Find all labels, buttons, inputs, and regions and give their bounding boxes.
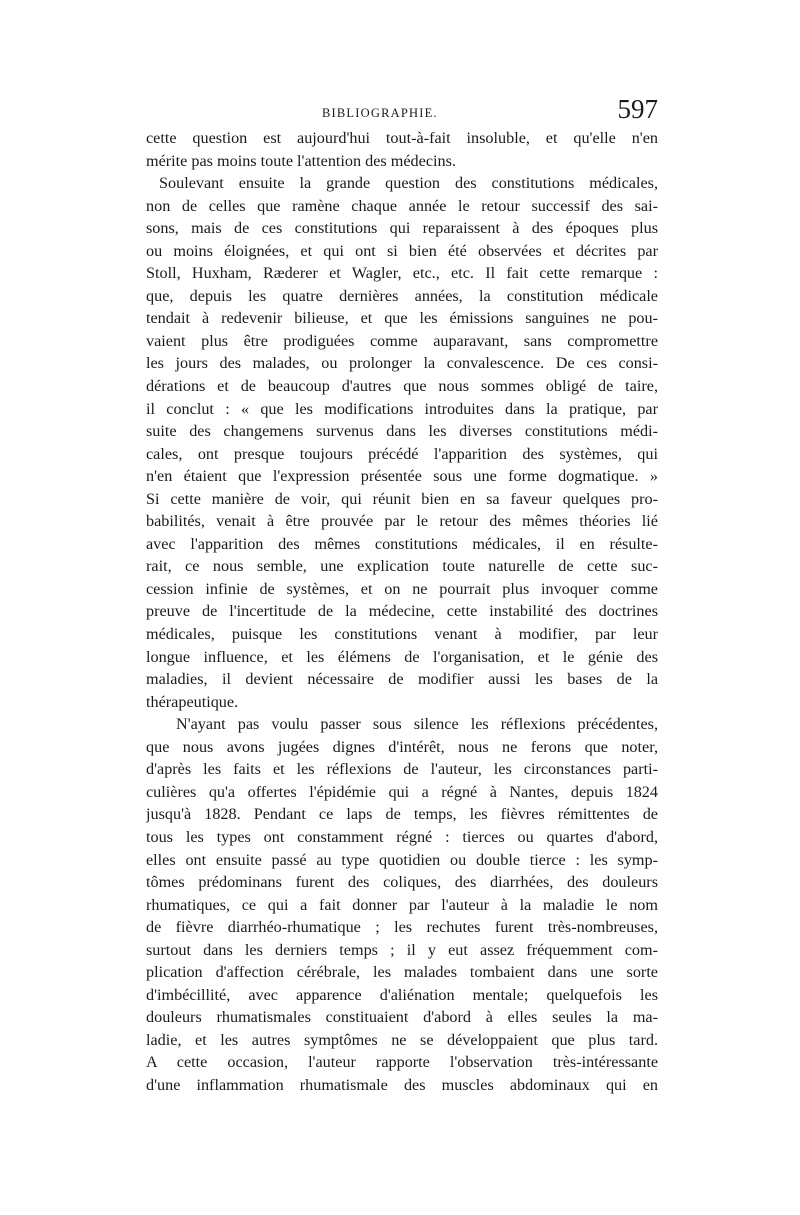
body-text xyxy=(146,127,658,1097)
text-line: A cette occasion, l'auteur rapporte l'observation très-intéressante xyxy=(146,1053,658,1072)
text-line: surtout dans les derniers temps ; il y eut assez fréquemment com- xyxy=(146,940,658,959)
text-line: douleurs rhumatismales constituaient d'abord à elles seules la ma- xyxy=(146,1008,658,1027)
text-line: cette question est aujourd'hui tout-à-fait insoluble, et qu'elle n'en xyxy=(146,129,658,147)
text-line: preuve de l'incertitude de la médecine, cette instabilité des doctrines xyxy=(146,602,658,621)
text-line: Soulevant ensuite la grande question des constitutions médicales, xyxy=(159,174,658,193)
text-line: que nous avons jugées dignes d'intérêt, nous ne ferons que noter, xyxy=(146,737,658,756)
text-line: avec l'apparition des mêmes constitutions médicales, il en résulte- xyxy=(146,534,658,553)
running-head xyxy=(146,94,666,128)
text-line: culières qu'a offertes l'épidémie qui a régné à Nantes, depuis 1824 xyxy=(146,782,658,801)
text-line: tous les types ont constamment régné : tierces ou quartes d'abord, xyxy=(146,827,658,846)
text-line: N'ayant pas voulu passer sous silence les réflexions précédentes, xyxy=(176,715,658,734)
text-line: d'après les faits et les réflexions de l'auteur, les circonstances parti- xyxy=(146,760,658,779)
text-line: cales, ont presque toujours précédé l'apparition des systèmes, qui xyxy=(146,444,658,463)
text-line: ou moins éloignées, et qui ont si bien été observées et décrites par xyxy=(146,241,658,260)
text-line: sons, mais de ces constitutions qui reparaissent à des époques plus xyxy=(146,219,658,238)
text-line: vaient plus être prodiguées comme auparavant, sans compromettre xyxy=(146,331,658,350)
text-line: rait, ce nous semble, une explication toute naturelle de cette suc- xyxy=(146,557,658,576)
text-line: plication d'affection cérébrale, les malades tombaient dans une sorte xyxy=(146,963,658,982)
text-line: babilités, venait à être prouvée par le retour des mêmes théories lié xyxy=(146,512,658,531)
text-line: que, depuis les quatre dernières années, la constitution médicale xyxy=(146,286,658,305)
text-line: suite des changemens survenus dans les diverses constitutions médi- xyxy=(146,422,658,441)
text-line: médicales, puisque les constitutions venant à modifier, par leur xyxy=(146,625,658,644)
text-line: d'imbécillité, avec apparence d'aliénation mentale; quelquefois les xyxy=(146,985,658,1004)
text-line: n'en étaient que l'expression présentée sous une forme dogmatique. » xyxy=(146,467,658,486)
text-line: cession infinie de systèmes, et on ne pourrait plus invoquer comme xyxy=(146,579,658,598)
text-line: Stoll, Huxham, Ræderer et Wagler, etc., etc. Il fait cette remarque : xyxy=(146,264,658,283)
text-line: longue influence, et les élémens de l'organisation, et le génie des xyxy=(146,647,658,666)
text-line: elles ont ensuite passé au type quotidien ou double tierce : les symp- xyxy=(146,850,658,869)
text-line: jusqu'à 1828. Pendant ce laps de temps, les fièvres rémittentes de xyxy=(146,805,658,824)
text-line: mérite pas moins toute l'attention des médecins. xyxy=(146,151,456,170)
text-line: ladie, et les autres symptômes ne se développaient que plus tard. xyxy=(146,1030,658,1049)
running-title: BIBLIOGRAPHIE. xyxy=(322,106,438,120)
text-line: non de celles que ramène chaque année le retour successif des sai- xyxy=(146,196,658,215)
text-line: les jours des malades, ou prolonger la convalescence. De ces consi- xyxy=(146,354,658,373)
text-line: tômes prédominans furent des coliques, des diarrhées, des douleurs xyxy=(146,873,658,892)
page-number: 597 xyxy=(617,94,658,124)
text-line: tendait à redevenir bilieuse, et que les émissions sanguines ne pou- xyxy=(146,309,658,328)
text-line: Si cette manière de voir, qui réunit bien en sa faveur quelques pro- xyxy=(146,489,658,508)
text-line: rhumatiques, ce qui a fait donner par l'auteur à la maladie le nom xyxy=(146,895,658,914)
text-line: d'une inflammation rhumatismale des muscles abdominaux qui en xyxy=(146,1075,658,1094)
text-line: maladies, il devient nécessaire de modifier aussi les bases de la xyxy=(146,670,658,689)
text-line: thérapeutique. xyxy=(146,692,239,711)
text-line: de fièvre diarrhéo-rhumatique ; les rechutes furent très-nombreuses, xyxy=(146,918,658,937)
text-line: dérations et de beaucoup d'autres que nous sommes obligé de taire, xyxy=(146,377,658,396)
text-line: il conclut : « que les modifications introduites dans la pratique, par xyxy=(146,399,658,418)
